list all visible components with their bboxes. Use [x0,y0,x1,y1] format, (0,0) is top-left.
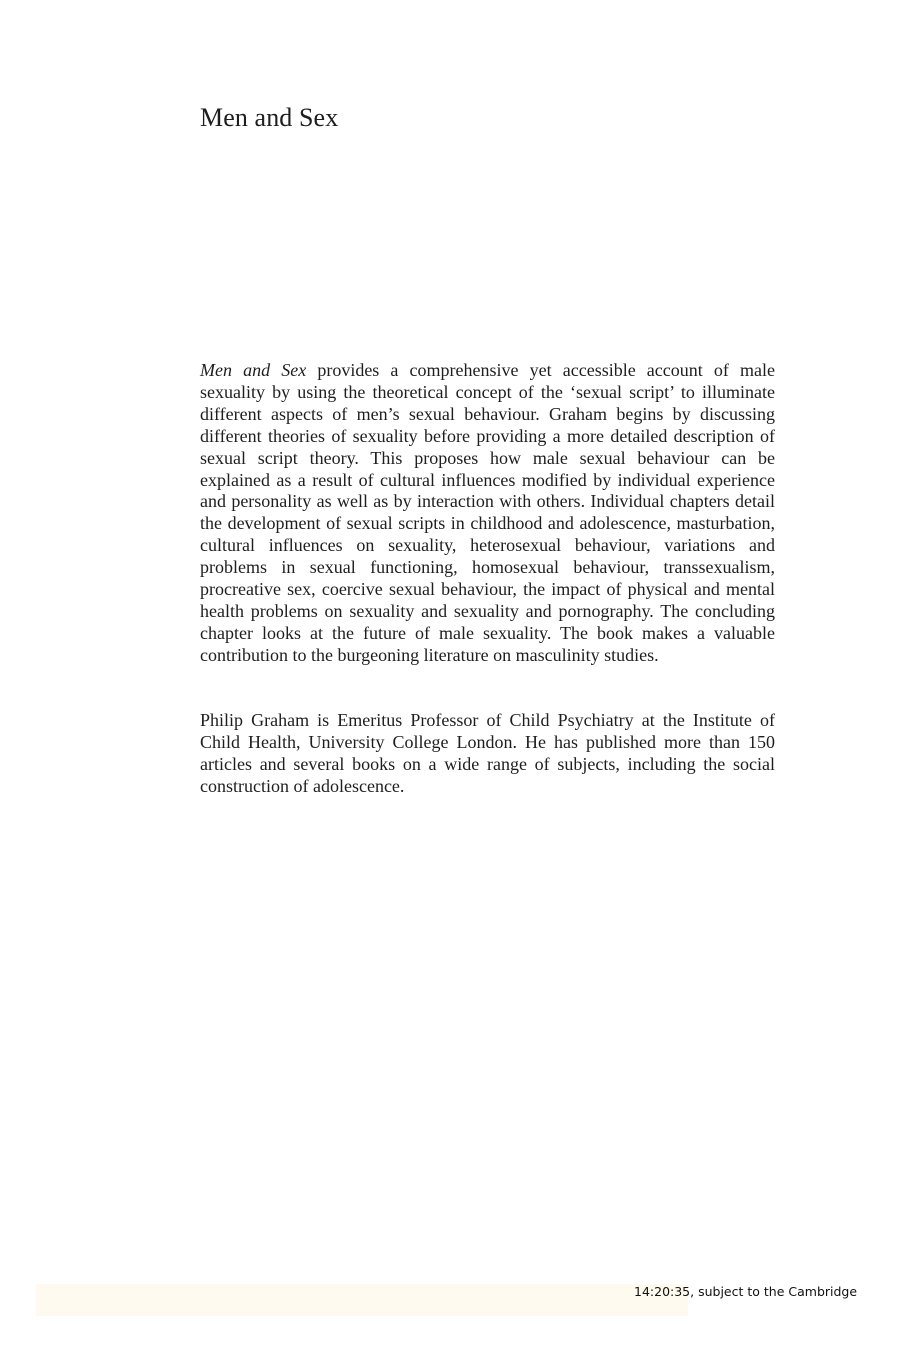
footer-band [36,1284,688,1316]
book-title: Men and Sex [200,103,339,132]
book-description [200,360,775,667]
footer-note: 14:20:35, subject to the Cambridge [634,1284,858,1299]
author-bio: Philip Graham is Emeritus Professor of Child Psychiatry at the Institute of Child Health, University College London. He has published more than 150 articles and several books on a wide range of subjects, including the social construction of adolescence. [200,710,775,796]
description-text: provides a comprehensive yet accessible account of male sexuality by using the theoretical concept of the ‘sexual script’ to illuminate different aspects of men’s sexual behaviour. Graham begins by discussing different theories of sexuality before providing a more detailed description of sexual script theory. This proposes how male sexual behaviour can be explained as a result of cultural influences modified by individual experience and personality as well as by interaction with others. Individual chapters detail the development of sexual scripts in childhood and adolescence, masturbation, cultural influences on sexuality, heterosexual behaviour, variations and problems in sexual functioning, homosexual behaviour, transsexualism, procreative sex, coercive sexual behaviour, the impact of physical and mental health problems on sexuality and sexuality and pornography. The concluding chapter looks at the future of male sexuality. The book makes a valuable contribution to the burgeoning literature on masculinity studies. [200,360,775,665]
description-book-title: Men and Sex [200,360,307,380]
